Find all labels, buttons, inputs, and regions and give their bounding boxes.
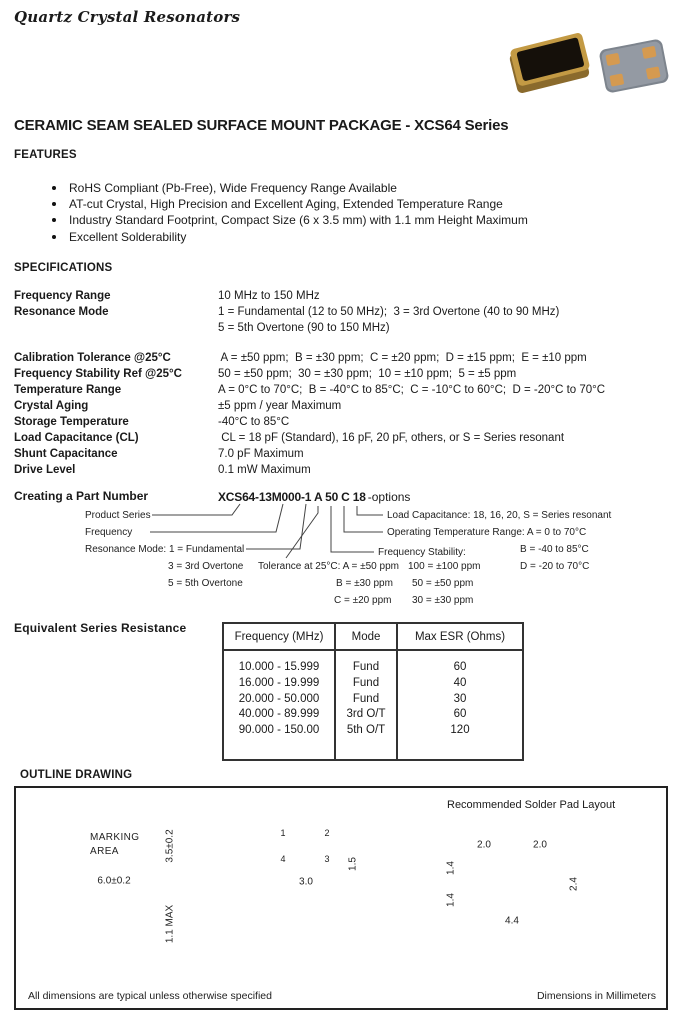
esr-cell: 40.000 - 89.999 [238, 708, 320, 721]
dim-solder-pad-height-2: 1.4 [445, 893, 457, 907]
spec-value: CL = 18 pF (Standard), 16 pF, 20 pF, others, or S = Series resonant [218, 432, 565, 444]
feature-text: AT-cut Crystal, High Precision and Excellent Aging, Extended Temperature Range [69, 197, 503, 212]
outline-drawing-box [14, 786, 668, 1010]
spec-value: A = 0°C to 70°C; B = -40°C to 85°C; C = -10°C to 60°C; D = -20°C to 70°C [218, 384, 606, 396]
spec-label: Storage Temperature [14, 416, 129, 428]
spec-value: 10 MHz to 150 MHz [218, 290, 320, 302]
esr-cell: Fund [352, 676, 380, 689]
pad-number-2: 2 [324, 828, 330, 838]
esr-cell: Fund [352, 661, 380, 673]
bullet-icon [52, 235, 56, 239]
feature-item [48, 229, 528, 245]
marking-area-line2: AREA [90, 846, 119, 857]
package-bottom-photo [598, 38, 669, 93]
specifications-heading: SPECIFICATIONS [14, 262, 113, 274]
feature-text: Excellent Solderability [69, 229, 187, 244]
spec-label: Resonance Mode [14, 306, 109, 318]
dim-body-height: 3.5±0.2 [164, 829, 176, 863]
spec-label: Crystal Aging [14, 400, 89, 412]
spec-label: Shunt Capacitance [14, 448, 118, 460]
feature-item [48, 196, 528, 212]
esr-col-header-frequency: Frequency (MHz) [224, 624, 336, 651]
esr-cell: 60 [453, 708, 467, 721]
dim-solder-pad-width-1: 2.0 [477, 839, 491, 851]
spec-label: Load Capacitance (CL) [14, 432, 139, 444]
features-list [48, 180, 528, 245]
feature-text: Industry Standard Footprint, Compact Size (6 x 3.5 mm) with 1.1 mm Height Maximum [69, 213, 528, 228]
brand-title: Quartz Crystal Resonators [14, 8, 241, 26]
esr-column-frequency [224, 651, 336, 759]
spec-row-drive-level [14, 462, 666, 478]
spec-value: 1 = Fundamental (12 to 50 MHz); 3 = 3rd Overtone (40 to 90 MHz) [218, 306, 560, 318]
pn-label-stability: Frequency Stability: [378, 547, 466, 558]
marking-area-line1: MARKING [90, 832, 140, 843]
esr-column-maxesr [398, 651, 522, 759]
package-top-photo [508, 32, 593, 94]
dim-pad-span: 3.0 [299, 876, 313, 888]
dim-solder-pad-height-1: 1.4 [445, 861, 457, 875]
feature-item [48, 212, 528, 228]
esr-heading: Equivalent Series Resistance [14, 621, 187, 635]
spec-row-temperature-range [14, 382, 666, 398]
spec-value: -40°C to 85°C [218, 416, 290, 428]
pn-label-temp-b: B = -40 to 85°C [520, 544, 589, 555]
spec-value: ±5 ppm / year Maximum [218, 400, 342, 412]
spec-value: A = ±50 ppm; B = ±30 ppm; C = ±20 ppm; D = ±15 ppm; E = ±10 ppm [218, 352, 587, 364]
spec-value-line2: 5 = 5th Overtone (90 to 150 MHz) [218, 322, 390, 334]
esr-cell: Fund [352, 692, 380, 705]
outline-note-right: Dimensions in Millimeters [536, 990, 656, 1002]
pn-label-temp-range: Operating Temperature Range: A = 0 to 70°C [387, 527, 587, 538]
feature-text: RoHS Compliant (Pb-Free), Wide Frequency Range Available [69, 181, 397, 195]
dim-body-width: 6.0±0.2 [97, 875, 131, 887]
pad-number-1: 1 [280, 828, 286, 838]
spec-value: 50 = ±50 ppm; 30 = ±30 ppm; 10 = ±10 ppm; 5 = ±5 ppm [218, 368, 517, 380]
esr-cell: 20.000 - 50.000 [238, 692, 320, 705]
spec-row-crystal-aging [14, 398, 666, 414]
spec-label: Calibration Tolerance @25°C [14, 352, 171, 364]
pn-label-tolerance: Tolerance at 25°C: A = ±50 ppm [258, 561, 399, 572]
pn-label-resonance-3: 3 = 3rd Overtone [168, 561, 244, 572]
dim-pad-separation: 1.5 [347, 857, 359, 871]
spec-row-calibration-tolerance [14, 350, 666, 366]
part-number-options-suffix: -options [367, 490, 411, 504]
features-heading: FEATURES [14, 149, 77, 161]
spec-row-frequency-range [14, 288, 666, 304]
pn-label-resonance-5: 5 = 5th Overtone [168, 578, 243, 589]
pn-label-tolerance-b: B = ±30 ppm [336, 578, 393, 589]
pn-label-load-capacitance: Load Capacitance: 18, 16, 20, S = Series resonant [387, 510, 612, 521]
spec-label: Drive Level [14, 464, 76, 476]
pn-label-temp-d: D = -20 to 70°C [520, 561, 590, 572]
spec-value: 0.1 mW Maximum [218, 464, 311, 476]
pn-label-frequency: Frequency [85, 527, 133, 538]
specifications-list [14, 288, 666, 478]
esr-cell: 30 [453, 692, 467, 705]
dim-solder-pad-vpitch: 2.4 [568, 877, 580, 891]
esr-cell: 5th O/T [346, 724, 386, 737]
part-number-value: XCS64-13M000-1 A 50 C 18 [218, 490, 366, 504]
esr-table [222, 622, 524, 761]
spec-row-shunt-capacitance [14, 446, 666, 462]
pad-number-4: 4 [280, 854, 286, 864]
spec-row-load-capacitance [14, 430, 666, 446]
outline-note-left: All dimensions are typical unless otherwise specified [28, 990, 272, 1002]
esr-col-header-mode: Mode [336, 624, 398, 651]
spec-row-frequency-stability [14, 366, 666, 382]
spec-row-resonance-mode [14, 304, 666, 336]
part-number-heading: Creating a Part Number [14, 489, 149, 503]
outline-heading: OUTLINE DRAWING [20, 769, 133, 781]
pn-label-stability-50: 50 = ±50 ppm [412, 578, 474, 589]
spec-value: 7.0 pF Maximum [218, 448, 304, 460]
spec-label: Frequency Stability Ref @25°C [14, 368, 182, 380]
esr-cell: 3rd O/T [346, 708, 386, 721]
pn-label-stability-30: 30 = ±30 ppm [412, 595, 474, 606]
dim-solder-pad-width-2: 2.0 [533, 839, 547, 851]
dim-max-height: 1.1 MAX [164, 904, 176, 944]
part-number-example [218, 488, 410, 506]
esr-cell: 90.000 - 150.00 [238, 724, 320, 737]
esr-cell: 10.000 - 15.999 [238, 661, 320, 673]
pn-label-resonance-mode: Resonance Mode: 1 = Fundamental [85, 544, 245, 555]
solder-pad-layout-title: Recommended Solder Pad Layout [447, 799, 616, 811]
esr-column-mode [336, 651, 398, 759]
page-title: CERAMIC SEAM SEALED SURFACE MOUNT PACKAGE - XCS64 Series [14, 117, 509, 134]
esr-cell: 16.000 - 19.999 [238, 676, 320, 689]
pn-label-product-series: Product Series [85, 510, 151, 521]
spec-row-storage-temperature [14, 414, 666, 430]
feature-item [48, 180, 528, 196]
pn-label-tolerance-c: C = ±20 ppm [334, 595, 392, 606]
esr-cell: 60 [453, 661, 467, 673]
dim-solder-pad-hpitch: 4.4 [505, 915, 519, 927]
spec-label: Temperature Range [14, 384, 122, 396]
spec-label: Frequency Range [14, 290, 111, 302]
pad-number-3: 3 [324, 854, 330, 864]
bullet-icon [52, 186, 56, 190]
bullet-icon [52, 202, 56, 206]
esr-col-header-maxesr: Max ESR (Ohms) [398, 624, 522, 651]
pn-label-stability-100: 100 = ±100 ppm [408, 561, 481, 572]
esr-cell: 120 [450, 724, 470, 737]
esr-cell: 40 [453, 676, 467, 689]
bullet-icon [52, 218, 56, 222]
